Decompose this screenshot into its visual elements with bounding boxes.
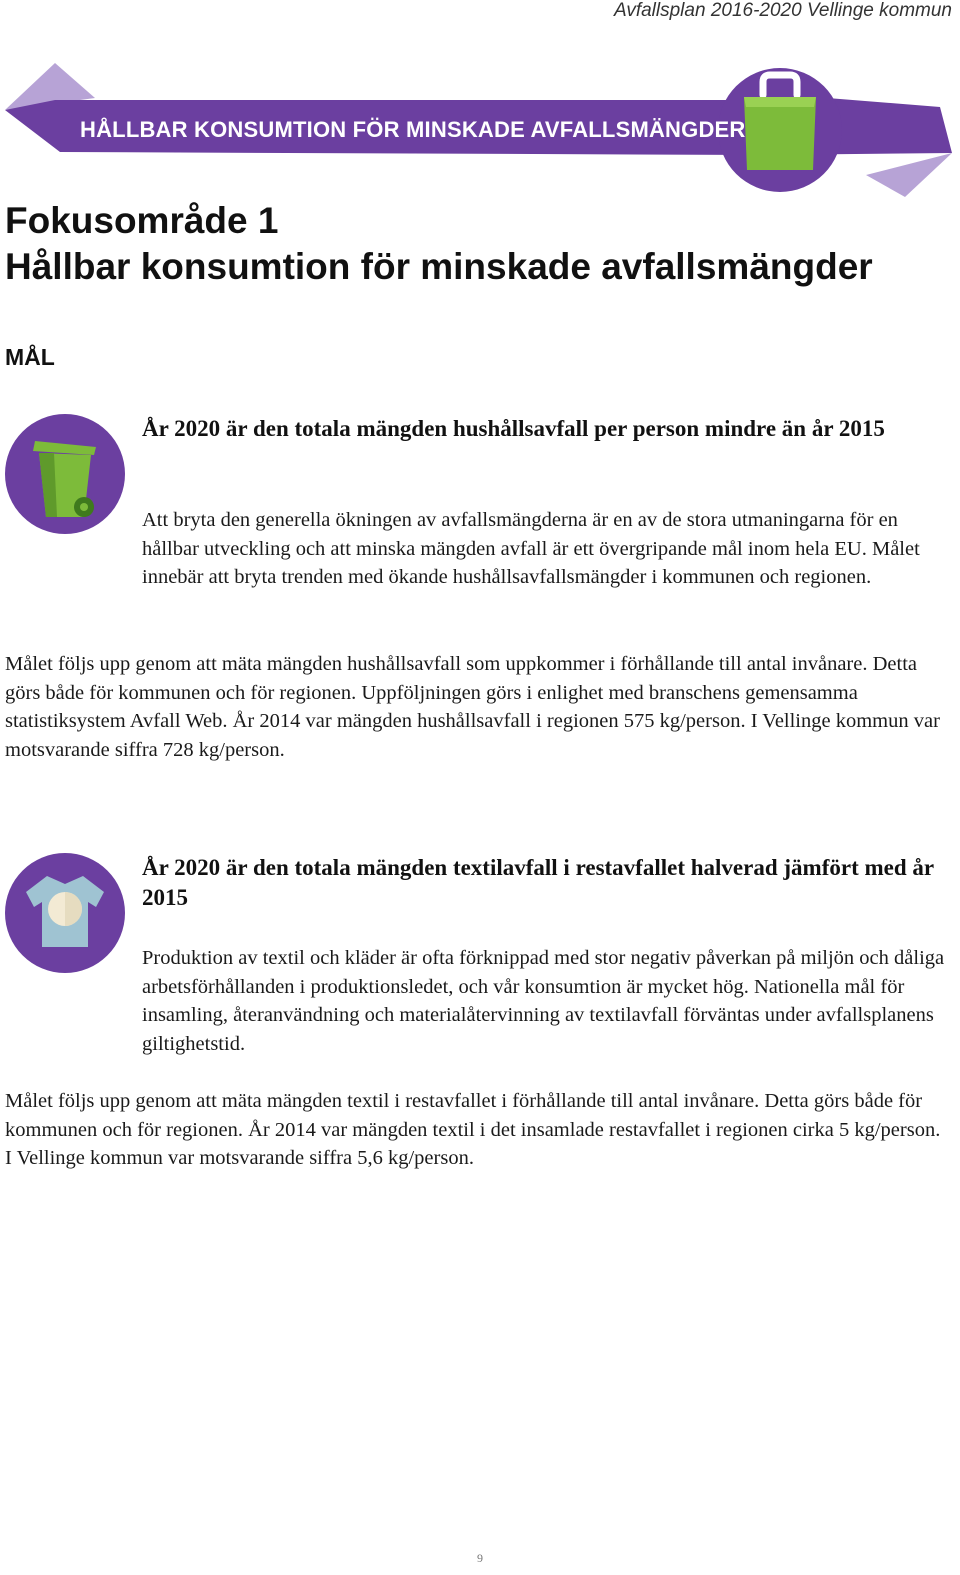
banner-title: HÅLLBAR KONSUMTION FÖR MINSKADE AVFALLSMÄNGDER [80, 117, 746, 142]
goal-section-label: MÅL [5, 344, 55, 370]
running-header: Avfallsplan 2016-2020 Vellinge kommun [614, 0, 952, 21]
focus-area-title: Hållbar konsumtion för minskade avfallsmängder [5, 246, 873, 287]
t-shirt-icon [4, 852, 126, 974]
goal-followup: Målet följs upp genom att mäta mängden hushållsavfall som uppkommer i förhållande till antal invånare. Detta görs både för kommunen och för regionen. Uppföljningen görs i enlighet med branschens gemensamma statistiksystem Avfall Web. År 2014 var mängden hushållsavfall i regionen 575 kg/person. I Vellinge kommun var motsvarande siffra 728 kg/person. [5, 653, 940, 761]
goal-title: År 2020 är den totala mängden hushållsavfall per person mindre än år 2015 [142, 416, 885, 441]
goal-followup: Målet följs upp genom att mäta mängden textil i restavfallet i förhållande till antal invånare. Detta görs både för kommunen och för regionen. År 2014 var mängden textil i det insamlade restavfallet i regionen cirka 5 kg/person. I Vellinge kommun var motsvarande siffra 5,6 kg/person. [5, 1090, 941, 1169]
goal-description: Att bryta den generella ökningen av avfallsmängderna är en av de stora utmaningarna för en hållbar utveckling och att minska mängden avfall är ett övergripande mål inom hela EU. Målet innebär att bryta trenden med ökande hushållsavfallsmängder i kommunen och regionen. [142, 509, 920, 588]
goal-title: År 2020 är den totala mängden textilavfall i restavfallet halverad jämfört med år 2015 [142, 855, 934, 910]
waste-bin-icon [4, 413, 126, 535]
page-number: 9 [477, 1551, 483, 1565]
focus-area-number: Fokusområde 1 [5, 200, 279, 241]
goal-description: Produktion av textil och kläder är ofta förknippad med stor negativ påverkan på miljön och dåliga arbetsförhållanden i produktionsledet, och vår konsumtion är mycket hög. Nationella mål för insamling, återanvändning och materialåtervinning av textilavfall förväntas under avfallsplanens giltighetstid. [142, 947, 945, 1055]
